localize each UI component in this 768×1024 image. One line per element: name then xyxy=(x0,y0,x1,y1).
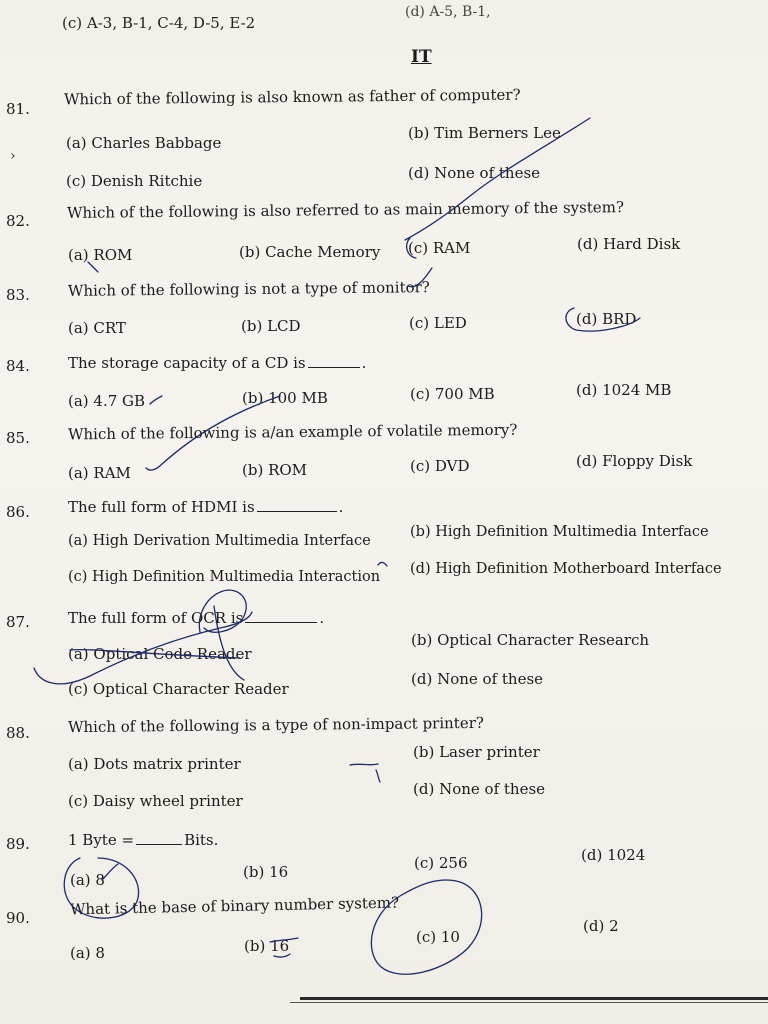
option-d: (d) Floppy Disk xyxy=(576,452,693,470)
question-text-after: Bits. xyxy=(184,831,219,849)
previous-question-option: (c) A-3, B-1, C-4, D-5, E-2 xyxy=(62,14,256,32)
option-d: (d) None of these xyxy=(413,780,546,798)
option-b: (b) Optical Character Research xyxy=(411,631,650,649)
previous-question-option-cut: (d) A-5, B-1, xyxy=(405,4,491,20)
option-b: (b) 16 xyxy=(243,863,289,881)
margin-tick-mark: › xyxy=(10,148,16,164)
option-b: (b) 16 xyxy=(244,937,290,955)
question-text: What is the base of binary number system? xyxy=(69,893,400,919)
question-text xyxy=(68,831,218,849)
answer-blank xyxy=(245,621,317,623)
option-a: (a) ROM xyxy=(68,246,133,264)
option-a: (a) Optical Code Reader xyxy=(68,645,252,663)
option-b: (b) LCD xyxy=(241,317,301,335)
option-a: (a) 8 xyxy=(70,871,105,889)
question-text-before: The storage capacity of a CD is xyxy=(68,354,306,372)
option-a: (a) 8 xyxy=(70,944,105,962)
option-c: (c) 10 xyxy=(416,928,460,946)
answer-blank xyxy=(308,366,360,368)
option-a: (a) High Derivation Multimedia Interface xyxy=(68,533,371,549)
option-d: (d) 1024 xyxy=(581,846,646,864)
option-a: (a) RAM xyxy=(68,464,131,482)
option-b: (b) Tim Berners Lee xyxy=(408,124,561,142)
option-d: (d) 2 xyxy=(583,917,619,935)
question-number: 87. xyxy=(6,613,30,631)
option-c: (c) RAM xyxy=(408,239,471,257)
option-a: (a) Dots matrix printer xyxy=(68,755,241,773)
question-text-after: . xyxy=(338,498,344,516)
question-number: 85. xyxy=(6,429,30,447)
question-number: 84. xyxy=(6,357,30,375)
option-c: (c) LED xyxy=(409,314,467,332)
option-c: (c) DVD xyxy=(410,457,470,475)
question-number: 90. xyxy=(6,909,30,927)
question-number: 83. xyxy=(6,286,30,304)
section-heading: IT xyxy=(411,47,432,67)
option-b: (b) ROM xyxy=(242,461,308,479)
page-rule xyxy=(300,997,768,1000)
question-text: Which of the following is also referred to as main memory of the system? xyxy=(66,198,625,222)
option-a: (a) Charles Babbage xyxy=(66,134,222,152)
option-d: (d) BRD xyxy=(576,310,637,328)
option-c: (c) Denish Ritchie xyxy=(66,172,203,190)
option-d: (d) None of these xyxy=(408,164,541,182)
question-text: Which of the following is a type of non-impact printer? xyxy=(67,713,484,737)
question-text: Which of the following is not a type of monitor? xyxy=(67,278,430,300)
question-number: 86. xyxy=(6,503,30,521)
question-text: Which of the following is a/an example of volatile memory? xyxy=(67,420,518,444)
answer-blank xyxy=(257,510,337,512)
question-text xyxy=(68,498,343,516)
option-c: (c) 700 MB xyxy=(410,385,495,403)
option-b: (b) Laser printer xyxy=(413,743,540,761)
option-c: (c) Daisy wheel printer xyxy=(68,792,243,810)
pen-tick-mark xyxy=(376,770,380,782)
pen-tick-mark xyxy=(150,396,162,404)
question-number: 82. xyxy=(6,212,30,230)
option-c: (c) Optical Character Reader xyxy=(68,680,289,698)
question-text-before: The full form of OCR is xyxy=(68,609,244,627)
option-d: (d) None of these xyxy=(411,670,544,688)
question-number: 88. xyxy=(6,724,30,742)
question-text-before: 1 Byte = xyxy=(68,831,135,849)
question-text-before: The full form of HDMI is xyxy=(68,498,255,516)
answer-blank xyxy=(136,843,182,845)
question-number: 89. xyxy=(6,835,30,853)
option-d: (d) 1024 MB xyxy=(576,381,672,399)
option-b: (b) Cache Memory xyxy=(239,243,381,261)
option-a: (a) 4.7 GB xyxy=(68,392,146,410)
page-rule-thin xyxy=(290,1002,768,1003)
pen-tick-mark xyxy=(378,562,387,566)
question-number: 81. xyxy=(6,100,30,118)
question-text: Which of the following is also known as father of computer? xyxy=(63,85,521,109)
option-a: (a) CRT xyxy=(68,319,126,337)
option-b: (b) High Definition Multimedia Interface xyxy=(410,524,709,540)
option-c: (c) High Definition Multimedia Interaction xyxy=(68,569,381,585)
option-d: (d) High Definition Motherboard Interface xyxy=(410,561,722,577)
question-text xyxy=(68,354,366,372)
option-d: (d) Hard Disk xyxy=(577,235,681,253)
question-text-after: . xyxy=(361,354,367,372)
question-text xyxy=(68,609,324,627)
option-b: (b) 100 MB xyxy=(242,389,328,407)
option-c: (c) 256 xyxy=(414,854,468,872)
pen-tick-mark xyxy=(350,764,378,765)
question-text-after: . xyxy=(319,609,325,627)
